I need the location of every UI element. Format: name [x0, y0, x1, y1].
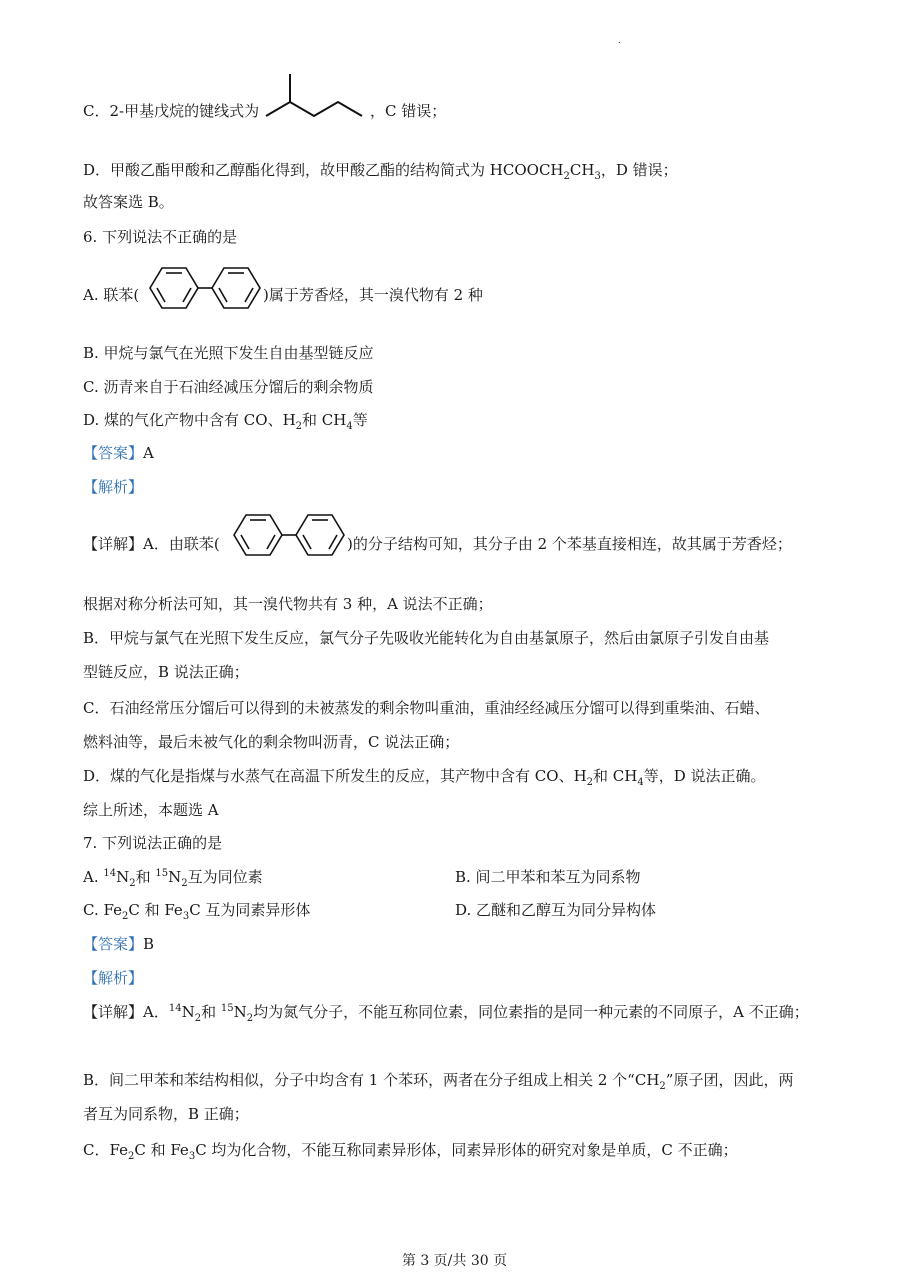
q6-stem: 6. 下列说法不正确的是 — [83, 228, 238, 246]
q5-option-c — [83, 101, 259, 121]
q7-option-c: C. $Fe_2C$ 和 $Fe_3C$ 互为同素异形体 — [83, 901, 311, 922]
top-mark: . — [618, 36, 621, 45]
q7-option-b: B. 间二甲苯和苯互为同系物 — [455, 868, 641, 886]
q7-stem: 7. 下列说法正确的是 — [83, 834, 223, 852]
q6-detail-b2: 型链反应，B 说法正确； — [83, 663, 249, 681]
q6-option-c: C. 沥青来自于石油经减压分馏后的剩余物质 — [83, 378, 374, 396]
q6-detail-a2: 根据对称分析法可知，其一溴代物共有 3 种，A 说法不正确； — [83, 595, 493, 613]
q7-detail-b1: B．间二甲苯和苯结构相似，分子中均含有 1 个苯环，两者在分子组成上相关 2 个“$CH_2$”原子团，因此，两 — [83, 1071, 794, 1092]
q7-detail-c: C．$Fe_2C$ 和 $Fe_3C$ 均为化合物，不能互称同素异形体，同素异形体的研究对象是单质，C 不正确； — [83, 1141, 738, 1162]
q7-answer: 【答案】B — [83, 935, 155, 953]
q5-option-d: D．甲酸乙酯甲酸和乙醇酯化得到，故甲酸乙酯的结构简式为 $HCOOCH_2CH_3$，D 错误； — [83, 161, 678, 182]
answer-tag: 【答案】 — [83, 935, 144, 953]
q6-answer: 【答案】A — [83, 444, 154, 462]
q5-conclusion: 故答案选 B。 — [83, 193, 174, 211]
q6-detail-b1: B．甲烷与氯气在光照下发生反应，氯气分子先吸收光能转化为自由基氯原子，然后由氯原子引发自由基 — [83, 629, 770, 647]
methylpentane-skeletal-formula — [264, 72, 368, 124]
q6-detail-a: 【详解】A．由联苯( — [83, 535, 220, 553]
q5-c-verdict: ，C 错误； — [370, 102, 447, 120]
q7-option-a: A. $^{14}N_2$和 $^{15}N_2$互为同位素 — [83, 868, 263, 889]
page-footer: 第 3 页/共 30 页 — [401, 1253, 508, 1269]
q7-analysis-tag: 【解析】 — [83, 969, 144, 987]
q6-summary: 综上所述，本题选 A — [83, 801, 219, 819]
q6-analysis-tag: 【解析】 — [83, 478, 144, 496]
biphenyl-structure-detail — [230, 509, 348, 561]
biphenyl-structure — [146, 262, 264, 314]
q6-option-b: B. 甲烷与氯气在光照下发生自由基型链反应 — [83, 344, 374, 362]
q7-option-d: D. 乙醚和乙醇互为同分异构体 — [455, 901, 657, 919]
q7-detail-a: 【详解】A．$^{14}N_2$和 $^{15}N_2$均为氮气分子，不能互称同位素，同位素指的是同一种元素的不同原子，A 不正确； — [83, 1003, 809, 1024]
q6-detail-a-post: )的分子结构可知，其分子由 2 个苯基直接相连，故其属于芳香烃； — [347, 535, 792, 553]
q6-option-d: D. 煤的气化产物中含有 CO、$H_2$和 $CH_4$等 — [83, 411, 368, 432]
q6-detail-d: D．煤的气化是指煤与水蒸气在高温下所发生的反应，其产物中含有 CO、$H_2$和 $CH_4$等，D 说法正确。 — [83, 767, 766, 788]
q7-detail-b2: 者互为同系物，B 正确； — [83, 1105, 249, 1123]
answer-tag: 【答案】 — [83, 444, 144, 462]
q6-option-a-post: )属于芳香烃，其一溴代物有 2 种 — [263, 286, 483, 304]
q5-c-text: C．2-甲基戊烷的键线式为 — [83, 102, 260, 120]
q6-detail-c1: C．石油经常压分馏后可以得到的未被蒸发的剩余物叫重油，重油经经减压分馏可以得到重柴油、石蜡、 — [83, 699, 770, 717]
q6-detail-c2: 燃料油等，最后未被气化的剩余物叫沥青，C 说法正确； — [83, 733, 460, 751]
q6-option-a-pre: A. 联苯( — [83, 286, 140, 304]
